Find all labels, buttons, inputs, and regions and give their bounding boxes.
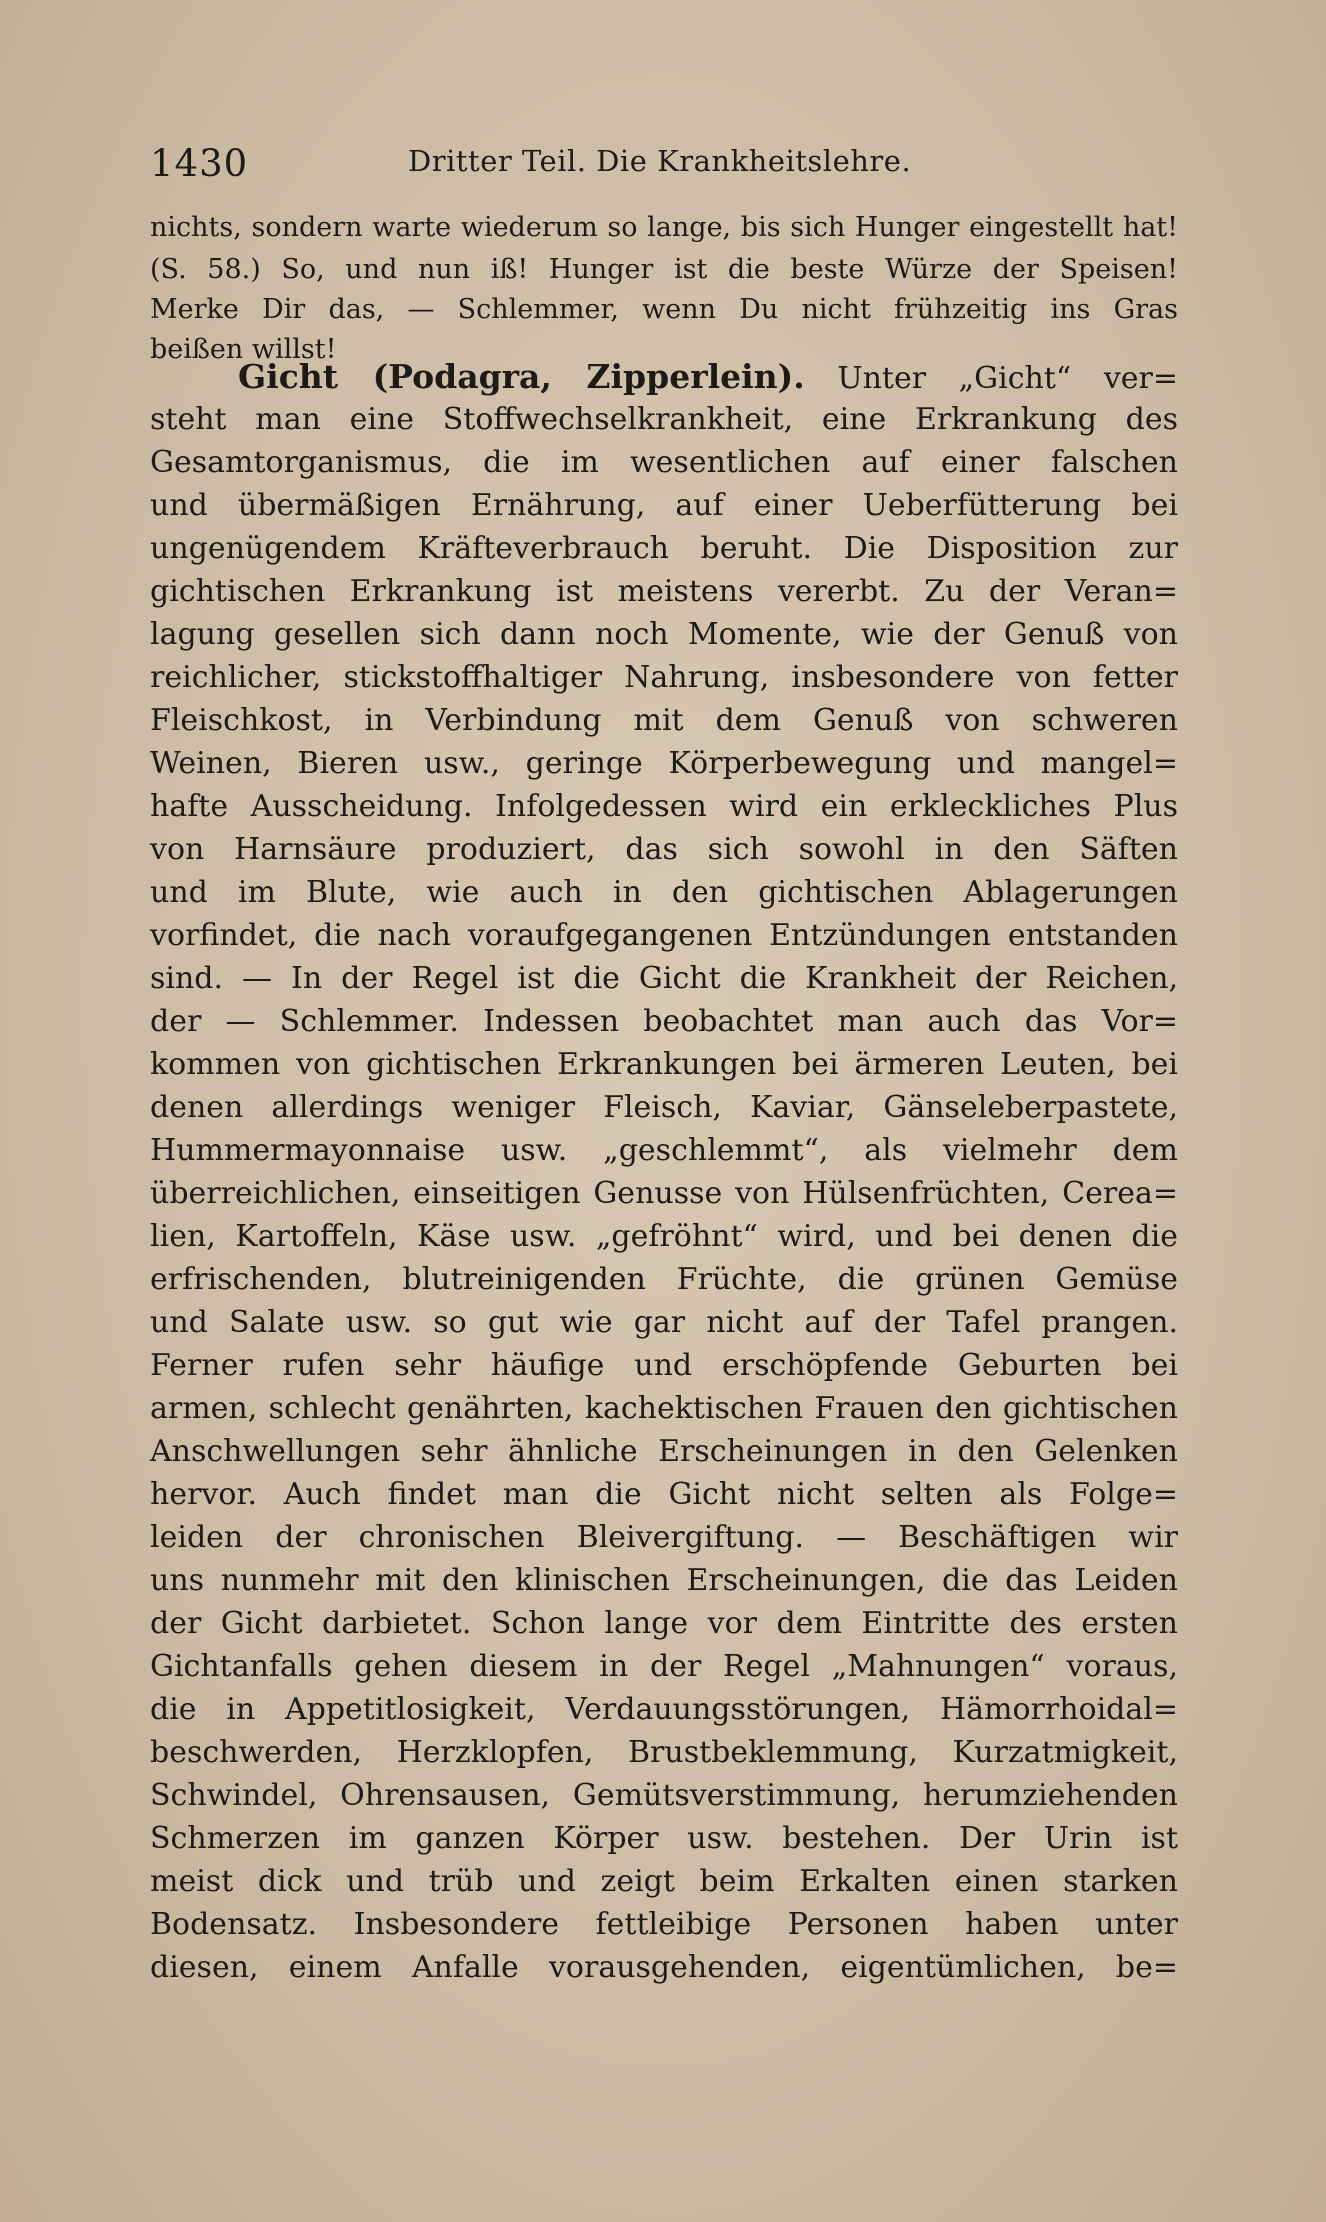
text-line: armen, schlecht genährten, kachektischen Frauen den gichtischen [150,1391,1178,1426]
text-line: von Harnsäure produziert, das sich sowohl in den Säften [150,832,1178,867]
text-line: hafte Ausscheidung. Infolgedessen wird ein erkleckliches Plus [150,789,1178,824]
text-line: leiden der chronischen Bleivergiftung. — Beschäftigen wir [150,1520,1178,1555]
text-line: (S. 58.) So, und nun iß! Hunger ist die beste Würze der Speisen! [150,254,1178,285]
text-line: nichts, sondern warte wiederum so lange, bis sich Hunger eingestellt hat! [150,212,1178,243]
section-first-line [238,356,1178,398]
text-line: meist dick und trüb und zeigt beim Erkalten einen starken [150,1864,1178,1899]
text-line: Anschwellungen sehr ähnliche Erscheinungen in den Gelenken [150,1434,1178,1469]
text-line: Gesamtorganismus, die im wesentlichen auf einer falschen [150,445,1178,480]
page-header [150,142,1180,186]
text-line: gichtischen Erkrankung ist meistens vererbt. Zu der Veran= [150,574,1178,609]
text-line: uns nunmehr mit den klinischen Erscheinungen, die das Leiden [150,1563,1178,1598]
text-line: Fleischkost, in Verbindung mit dem Genuß von schweren [150,703,1178,738]
text-line: Schmerzen im ganzen Körper usw. bestehen. Der Urin ist [150,1821,1178,1856]
text-line: denen allerdings weniger Fleisch, Kaviar, Gänseleberpastete, [150,1090,1178,1125]
text-line: Schwindel, Ohrensausen, Gemütsverstimmung, herumziehenden [150,1778,1178,1813]
text-line: hervor. Auch findet man die Gicht nicht selten als Folge= [150,1477,1178,1512]
text-line: beschwerden, Herzklopfen, Brustbeklemmung, Kurzatmigkeit, [150,1735,1178,1770]
text-line: der — Schlemmer. Indessen beobachtet man auch das Vor= [150,1004,1178,1039]
text-line: Hummermayonnaise usw. „geschlemmt“, als vielmehr dem [150,1133,1178,1168]
text-line: lagung gesellen sich dann noch Momente, wie der Genuß von [150,617,1178,652]
text-line: und übermäßigen Ernährung, auf einer Ueberfütterung bei [150,488,1178,523]
text-line: steht man eine Stoffwechselkrankheit, eine Erkrankung des [150,402,1178,437]
page-number: 1430 [150,142,249,185]
text-line: Merke Dir das, — Schlemmer, wenn Du nicht frühzeitig ins Gras [150,294,1178,325]
text-line: beißen willst! [150,334,337,365]
text-line: vorfindet, die nach voraufgegangenen Entzündungen entstanden [150,918,1178,953]
text-line: Weinen, Bieren usw., geringe Körperbewegung und mangel= [150,746,1178,781]
text-line: sind. — In der Regel ist die Gicht die Krankheit der Reichen, [150,961,1178,996]
text-line: und im Blute, wie auch in den gichtischen Ablagerungen [150,875,1178,910]
text-line: überreichlichen, einseitigen Genusse von Hülsenfrüchten, Cerea= [150,1176,1178,1211]
running-head: Dritter Teil. Die Krankheitslehre. [408,144,912,178]
text-line: ungenügendem Kräfteverbrauch beruht. Die Disposition zur [150,531,1178,566]
text-line: Bodensatz. Insbesondere fettleibige Personen haben unter [150,1907,1178,1942]
section-heading-tail: Unter „Gicht“ ver= [804,361,1178,396]
text-line: diesen, einem Anfalle vorausgehenden, eigentümlichen, be= [150,1950,1178,1985]
text-line: der Gicht darbietet. Schon lange vor dem Eintritte des ersten [150,1606,1178,1641]
text-line: die in Appetitlosigkeit, Verdauungsstörungen, Hämorrhoidal= [150,1692,1178,1727]
section-heading: Gicht (Podagra, Zipperlein). [238,357,805,396]
text-line: und Salate usw. so gut wie gar nicht auf der Tafel prangen. [150,1305,1178,1340]
text-line: reichlicher, stickstoffhaltiger Nahrung, insbesondere von fetter [150,660,1178,695]
text-line: erfrischenden, blutreinigenden Früchte, die grünen Gemüse [150,1262,1178,1297]
text-line: Gichtanfalls gehen diesem in der Regel „Mahnungen“ voraus, [150,1649,1178,1684]
text-line: Ferner rufen sehr häufige und erschöpfende Geburten bei [150,1348,1178,1383]
text-line: lien, Kartoffeln, Käse usw. „gefröhnt“ wird, und bei denen die [150,1219,1178,1254]
text-line: kommen von gichtischen Erkrankungen bei ärmeren Leuten, bei [150,1047,1178,1082]
